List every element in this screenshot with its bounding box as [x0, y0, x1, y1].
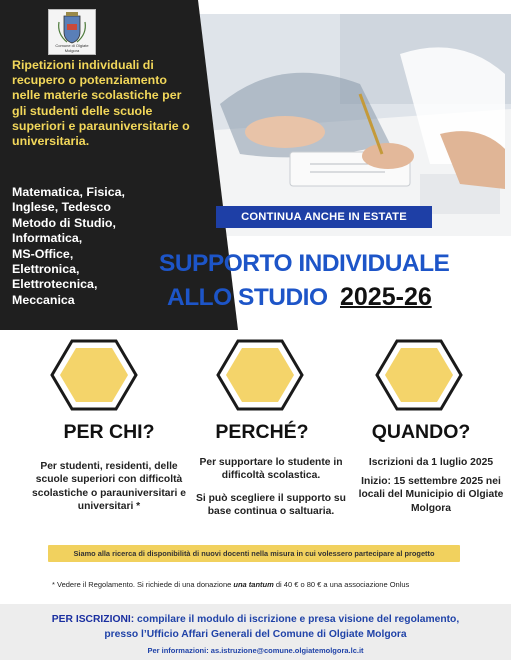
footnote-before: * Vedere il Regolamento. Si richiede di una donazione [52, 580, 234, 589]
school-year: 2025-26 [340, 283, 432, 311]
subject-item: Informatica, [12, 231, 83, 246]
main-title-line2: ALLO STUDIO [167, 284, 328, 311]
quando-text-2: Inizio: 15 settembre 2025 nei locali del Municipio di Olgiate Molgora [358, 476, 504, 514]
per-chi-text: Per studenti, residenti, delle scuole superiori con difficoltà scolastiche o parauniversitari e universitari * [32, 461, 186, 513]
subject-item: Elettronica, [12, 262, 80, 277]
heading-perche: PERCHÉ? [215, 421, 309, 443]
municipality-logo [48, 9, 96, 55]
info-line [0, 646, 511, 655]
hexagon-icon [375, 338, 463, 412]
footnote-after: di 40 € o 80 € a una associazione Onlus [273, 580, 410, 589]
registration-label: PER ISCRIZIONI: [51, 614, 135, 625]
info-label: Per informazioni: [147, 646, 209, 655]
quando-text: Iscrizioni da 1 luglio 2025 [368, 457, 494, 468]
intro-panel [0, 0, 198, 330]
hexagon-icon [50, 338, 138, 412]
subject-item: Inglese, Tedesco [12, 200, 111, 215]
teacher-search-note: Siamo alla ricerca di disponibilità di nuovi docenti nella misura in cui volessero partecipare al progetto [48, 545, 460, 562]
subject-item: Matematica, Fisica, [12, 185, 125, 199]
perche-text: Per supportare lo studente in difficoltà scolastica. [199, 457, 343, 482]
subject-item: MS-Office, [12, 246, 74, 261]
registration-line1 [0, 614, 511, 625]
intro-text: Ripetizioni individuali di recupero o potenziamento nelle materie scolastiche per gli studenti delle scuole superiori e parauniversitarie o universitaria. [12, 58, 190, 149]
footnote [52, 580, 409, 589]
summer-banner: CONTINUA ANCHE IN ESTATE [216, 206, 432, 228]
info-email[interactable]: as.istruzione@comune.olgiatemolgora.lc.it [208, 646, 364, 655]
subject-list [12, 185, 182, 308]
registration-line2: presso l’Ufficio Affari Generali del Comune di Olgiate Molgora [104, 629, 407, 640]
heading-per-chi: PER CHI? [63, 421, 155, 443]
logo-caption: Comune di Olgiate Molgora [55, 43, 89, 53]
registration-text: compilare il modulo di iscrizione e presa visione del regolamento, [134, 614, 460, 625]
perche-text-2: Si può scegliere il supporto su base continua o saltuaria. [196, 493, 346, 518]
hexagon-icon [216, 338, 304, 412]
heading-quando: QUANDO? [371, 421, 471, 443]
subject-item: Elettrotecnica, [12, 277, 98, 292]
subject-item: Metodo di Studio, [12, 215, 116, 230]
footnote-emphasis: una tantum [233, 580, 274, 589]
main-title-line1: SUPPORTO INDIVIDUALE [159, 250, 450, 277]
registration-footer [0, 604, 511, 660]
subject-item: Meccanica [12, 292, 75, 307]
